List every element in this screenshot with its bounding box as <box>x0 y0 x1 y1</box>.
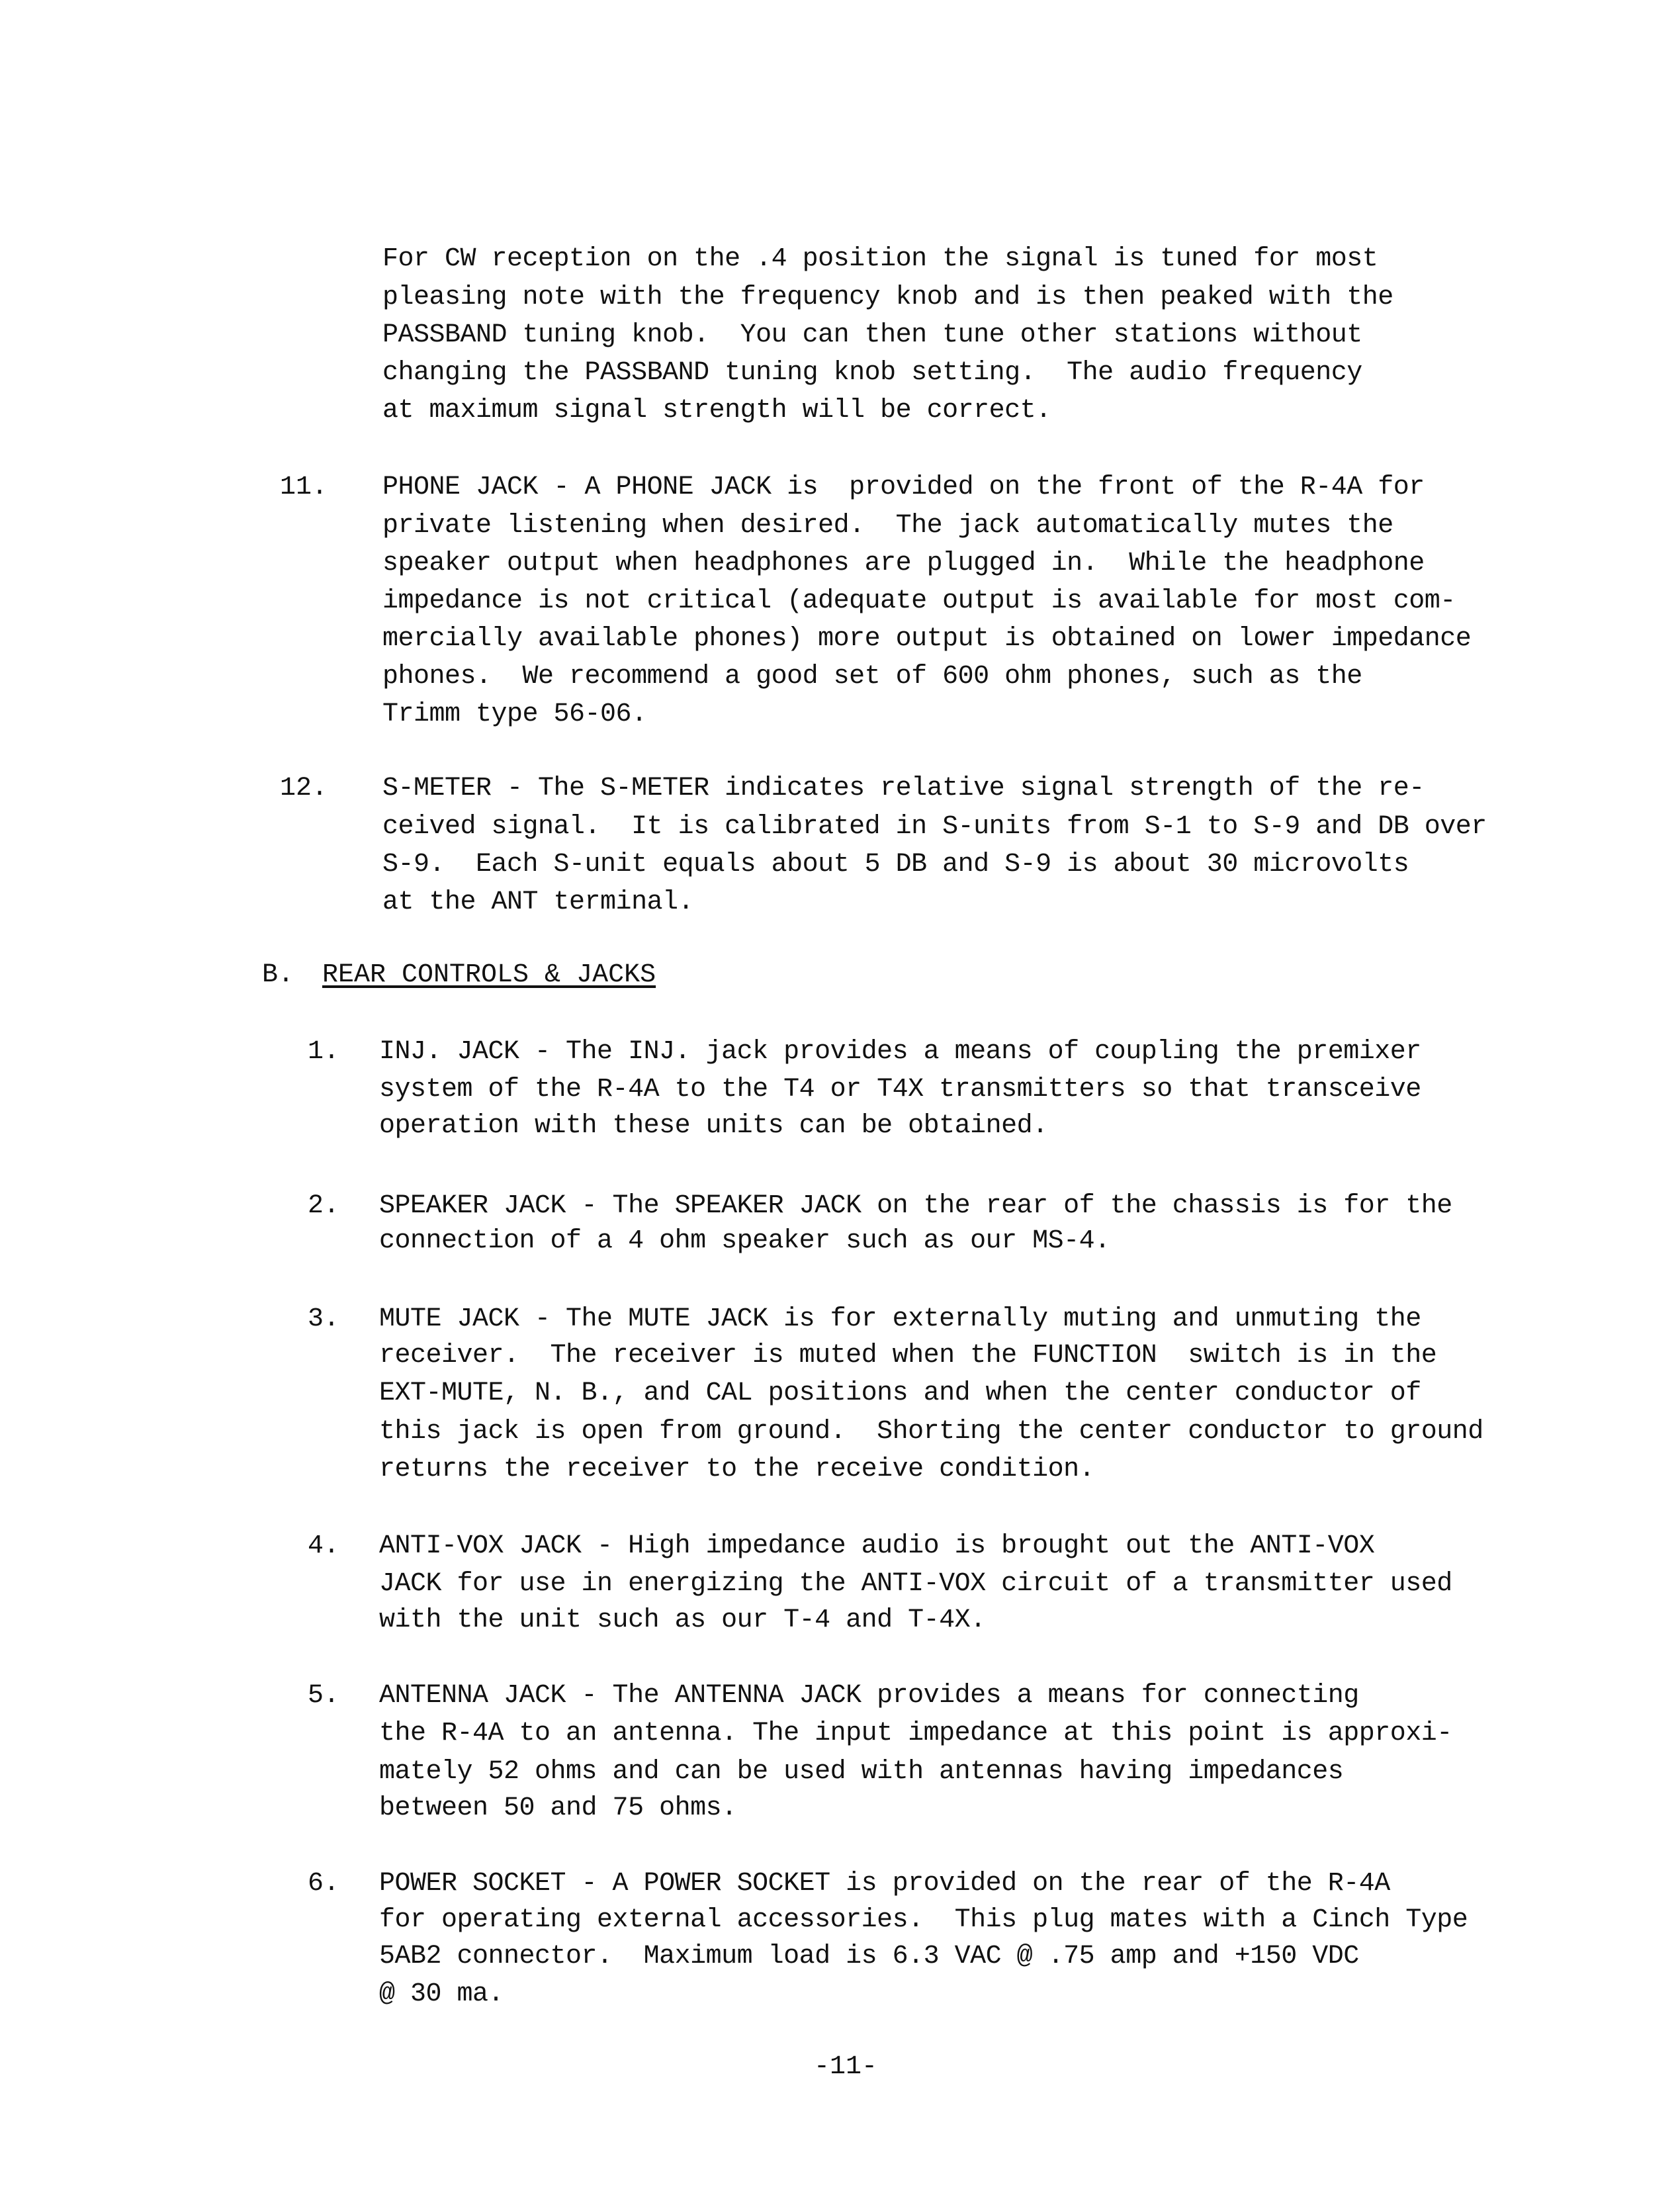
item-number: 3. <box>308 1304 340 1334</box>
item-number: 2. <box>308 1191 340 1221</box>
item-text-line: JACK for use in energizing the ANTI-VOX circuit of a transmitter used <box>379 1569 1452 1599</box>
item-text-line: S-METER - The S-METER indicates relative signal strength of the re- <box>382 774 1425 803</box>
item-text-line: ceived signal. It is calibrated in S-units from S-1 to S-9 and DB over <box>382 812 1487 842</box>
item-text-line: INJ. JACK - The INJ. jack provides a means of coupling the premixer <box>379 1037 1421 1067</box>
intro-paragraph-line: at maximum signal strength will be correct. <box>382 396 1051 426</box>
item-text-line: receiver. The receiver is muted when the FUNCTION switch is in the <box>379 1341 1437 1370</box>
item-text-line: this jack is open from ground. Shorting the center conductor to ground <box>379 1417 1483 1447</box>
item-text-line: speaker output when headphones are plugged in. While the headphone <box>382 549 1425 578</box>
intro-paragraph-line: changing the PASSBAND tuning knob setting. The audio frequency <box>382 358 1362 388</box>
item-text-line: Trimm type 56-06. <box>382 699 647 729</box>
intro-paragraph-line: PASSBAND tuning knob. You can then tune other stations without <box>382 320 1362 350</box>
item-number: 4. <box>308 1531 340 1561</box>
item-text-line: S-9. Each S-unit equals about 5 DB and S-9 is about 30 microvolts <box>382 850 1409 879</box>
item-text-line: with the unit such as our T-4 and T-4X. <box>379 1605 986 1635</box>
item-text-line: ANTENNA JACK - The ANTENNA JACK provides a means for connecting <box>379 1681 1359 1711</box>
item-text-line: between 50 and 75 ohms. <box>379 1793 737 1823</box>
item-text-line: returns the receiver to the receive condition. <box>379 1455 1095 1484</box>
intro-paragraph-line: pleasing note with the frequency knob and is then peaked with the <box>382 283 1393 312</box>
item-text-line: for operating external accessories. This plug mates with a Cinch Type <box>379 1905 1468 1935</box>
item-text-line: 5AB2 connector. Maximum load is 6.3 VAC @ .75 amp and +150 VDC <box>379 1942 1359 1971</box>
item-text-line: system of the R-4A to the T4 or T4X transmitters so that transceive <box>379 1075 1421 1104</box>
item-text-line: connection of a 4 ohm speaker such as our MS-4. <box>379 1226 1110 1256</box>
item-text-line: private listening when desired. The jack automatically mutes the <box>382 511 1393 541</box>
item-text-line: the R-4A to an antenna. The input impedance at this point is approxi- <box>379 1719 1452 1748</box>
item-number: 5. <box>308 1681 340 1711</box>
item-text-line: impedance is not critical (adequate output is available for most com- <box>382 586 1456 616</box>
item-text-line: EXT-MUTE, N. B., and CAL positions and when the center conductor of <box>379 1378 1421 1408</box>
item-text-line: operation with these units can be obtained. <box>379 1111 1048 1141</box>
item-text-line: phones. We recommend a good set of 600 ohm phones, such as the <box>382 662 1362 692</box>
item-text-line: MUTE JACK - The MUTE JACK is for externally muting and unmuting the <box>379 1304 1421 1334</box>
item-text-line: mately 52 ohms and can be used with antennas having impedances <box>379 1757 1344 1787</box>
section-letter: B. <box>262 960 294 990</box>
item-text-line: @ 30 ma. <box>379 1979 504 2009</box>
item-text-line: at the ANT terminal. <box>382 887 694 917</box>
item-text-line: POWER SOCKET - A POWER SOCKET is provided on the rear of the R-4A <box>379 1869 1390 1899</box>
item-number: 6. <box>308 1869 340 1899</box>
item-text-line: SPEAKER JACK - The SPEAKER JACK on the rear of the chassis is for the <box>379 1191 1452 1221</box>
page-number: -11- <box>814 2052 878 2082</box>
item-text-line: ANTI-VOX JACK - High impedance audio is brought out the ANTI-VOX <box>379 1531 1375 1561</box>
item-text-line: mercially available phones) more output is obtained on lower impedance <box>382 624 1472 654</box>
item-text-line: PHONE JACK - A PHONE JACK is provided on the front of the R-4A for <box>382 472 1425 502</box>
item-number: 11. <box>280 472 328 502</box>
intro-paragraph-line: For CW reception on the .4 position the signal is tuned for most <box>382 244 1378 274</box>
item-number: 12. <box>280 774 328 803</box>
item-number: 1. <box>308 1037 340 1067</box>
section-heading: REAR CONTROLS & JACKS <box>322 960 656 990</box>
